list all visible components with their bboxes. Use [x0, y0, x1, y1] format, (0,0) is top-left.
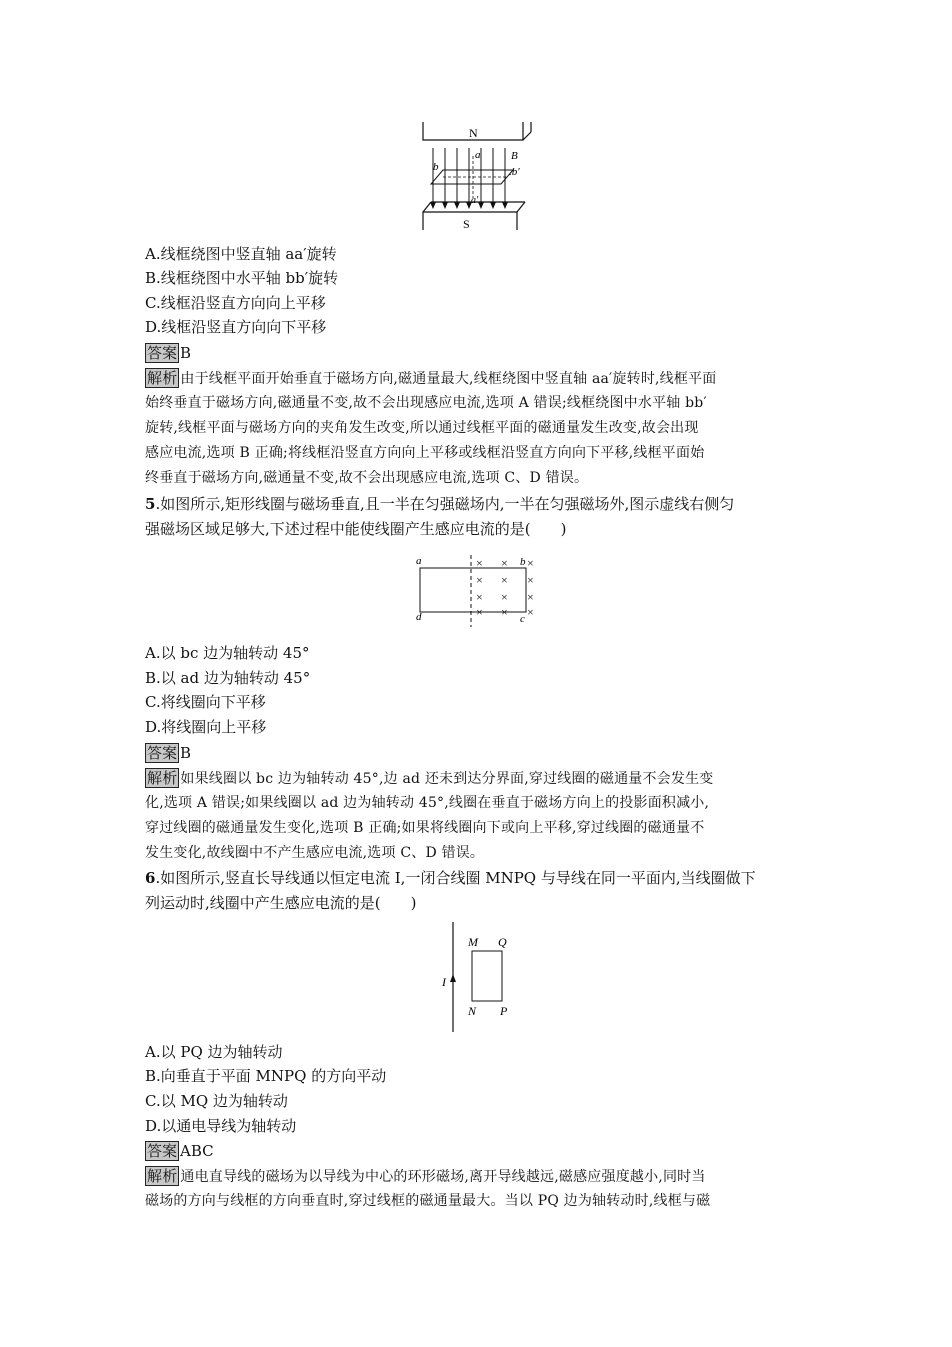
q5-option-d: D.将线圈向上平移: [145, 718, 267, 736]
answer-tag: 答案: [147, 744, 178, 762]
svg-text:×: ×: [476, 590, 483, 604]
answer-value: ABC: [180, 1142, 214, 1160]
label-a-prime: a′: [471, 195, 479, 206]
label-P: P: [500, 1004, 508, 1018]
q4-option-b: B.线框绕图中水平轴 bb′旋转: [145, 269, 339, 287]
q5-explain-line: 化,选项 A 错误;如果线圈以 ad 边为轴转动 45°,线圈在垂直于磁场方向上的投影面积减小,: [145, 795, 710, 811]
wire-loop-figure: [438, 920, 518, 1035]
label-a: a: [475, 149, 481, 161]
q6-stem-line: 列运动时,线圈中产生感应电流的是( ): [145, 894, 417, 912]
answer-tag: 答案: [147, 344, 178, 362]
explain-tag: 解析: [147, 1167, 178, 1185]
label-d: d: [416, 611, 422, 623]
q5-stem: 5.如图所示,矩形线圈与磁场垂直,且一半在匀强磁场内,一半在匀强磁场外,图示虚线右侧匀: [145, 495, 735, 513]
label-c: c: [520, 613, 525, 625]
q4-option-d: D.线框沿竖直方向向下平移: [145, 318, 327, 336]
label-a: a: [416, 555, 422, 567]
q5-number: 5: [145, 495, 156, 513]
svg-text:×: ×: [527, 590, 534, 604]
explain-tag: 解析: [147, 769, 178, 787]
label-B: B: [511, 150, 518, 162]
q6-number: 6: [145, 869, 156, 887]
q5-explain-line: 穿过线圈的磁通量发生变化,选项 B 正确;如果将线圈向下或向上平移,穿过线圈的磁通量不: [145, 820, 705, 836]
q6-option-c: C.以 MQ 边为轴转动: [145, 1092, 288, 1110]
label-I: I: [442, 975, 446, 989]
q6-stem: 6.如图所示,竖直长导线通以恒定电流 I,一闭合线圈 MNPQ 与导线在同一平面内,当线圈做下: [145, 869, 756, 887]
svg-text:×: ×: [527, 573, 534, 587]
label-b: b: [520, 556, 526, 568]
q4-explain-line: 感应电流,选项 B 正确;将线框沿竖直方向向上平移或线框沿竖直方向向下平移,线框平面始: [145, 445, 705, 461]
q6-explain-line: 磁场的方向与线框的方向垂直时,穿过线框的磁通量最大。当以 PQ 边为轴转动时,线框与磁: [145, 1193, 711, 1209]
q5-stem-line: 强磁场区域足够大,下述过程中能使线圈产生感应电流的是( ): [145, 520, 567, 538]
q5-explain-line: 发生变化,故线圈中不产生感应电流,选项 C、D 错误。: [145, 845, 485, 861]
svg-text:×: ×: [501, 605, 508, 619]
q6-option-b: B.向垂直于平面 MNPQ 的方向平动: [145, 1067, 387, 1085]
svg-text:×: ×: [527, 556, 534, 570]
magnet-figure: [405, 118, 545, 238]
svg-text:×: ×: [476, 556, 483, 570]
answer-value: B: [180, 744, 192, 762]
q6-answer: [145, 1141, 214, 1161]
explain-tag: 解析: [147, 369, 178, 387]
n-pole-label: N: [469, 126, 478, 140]
label-Q: Q: [498, 935, 507, 949]
q5-explain-line: 解析 如果线圈以 bc 边为轴转动 45°,边 ad 还未到达分界面,穿过线圈的磁通量不会发生变: [147, 769, 714, 787]
s-pole-label: S: [463, 217, 470, 231]
label-b: b: [433, 161, 439, 173]
label-M: M: [468, 935, 478, 949]
svg-text:×: ×: [501, 556, 508, 570]
label-b-prime: .b′: [509, 166, 520, 178]
svg-text:×: ×: [476, 605, 483, 619]
answer-value: B: [180, 344, 192, 362]
q6-option-a: A.以 PQ 边为轴转动: [145, 1043, 283, 1061]
q4-explain-line: 始终垂直于磁场方向,磁通量不变,故不会出现感应电流,选项 A 错误;线框绕图中水平轴 bb′: [145, 395, 707, 411]
svg-text:×: ×: [476, 573, 483, 587]
q4-explain-line: 解析 由于线框平面开始垂直于磁场方向,磁通量最大,线框绕图中竖直轴 aa′旋转时,线框平面: [147, 369, 717, 387]
q5-option-a: A.以 bc 边为轴转动 45°: [145, 644, 310, 662]
q4-answer: [145, 343, 191, 363]
svg-text:×: ×: [501, 573, 508, 587]
q5-answer: [145, 743, 191, 763]
answer-tag: 答案: [147, 1142, 178, 1160]
q4-explain-line: 旋转,线框平面与磁场方向的夹角发生改变,所以通过线框平面的磁通量发生改变,故会出现: [145, 420, 699, 436]
q6-option-d: D.以通电导线为轴转动: [145, 1117, 297, 1135]
q6-explain-line: 解析 通电直导线的磁场为以导线为中心的环形磁场,离开导线越远,磁感应强度越小,同时当: [147, 1167, 706, 1185]
q5-option-c: C.将线圈向下平移: [145, 693, 266, 711]
svg-text:×: ×: [527, 605, 534, 619]
q4-explain-line: 终垂直于磁场方向,磁通量不变,故不会出现感应电流,选项 C、D 错误。: [145, 470, 589, 486]
q4-option-a: A.线框绕图中竖直轴 aa′旋转: [145, 245, 337, 263]
q4-option-c: C.线框沿竖直方向向上平移: [145, 294, 326, 312]
label-N: N: [468, 1004, 477, 1018]
svg-text:×: ×: [501, 590, 508, 604]
q5-option-b: B.以 ad 边为轴转动 45°: [145, 669, 311, 687]
coil-field-figure: [412, 553, 547, 628]
